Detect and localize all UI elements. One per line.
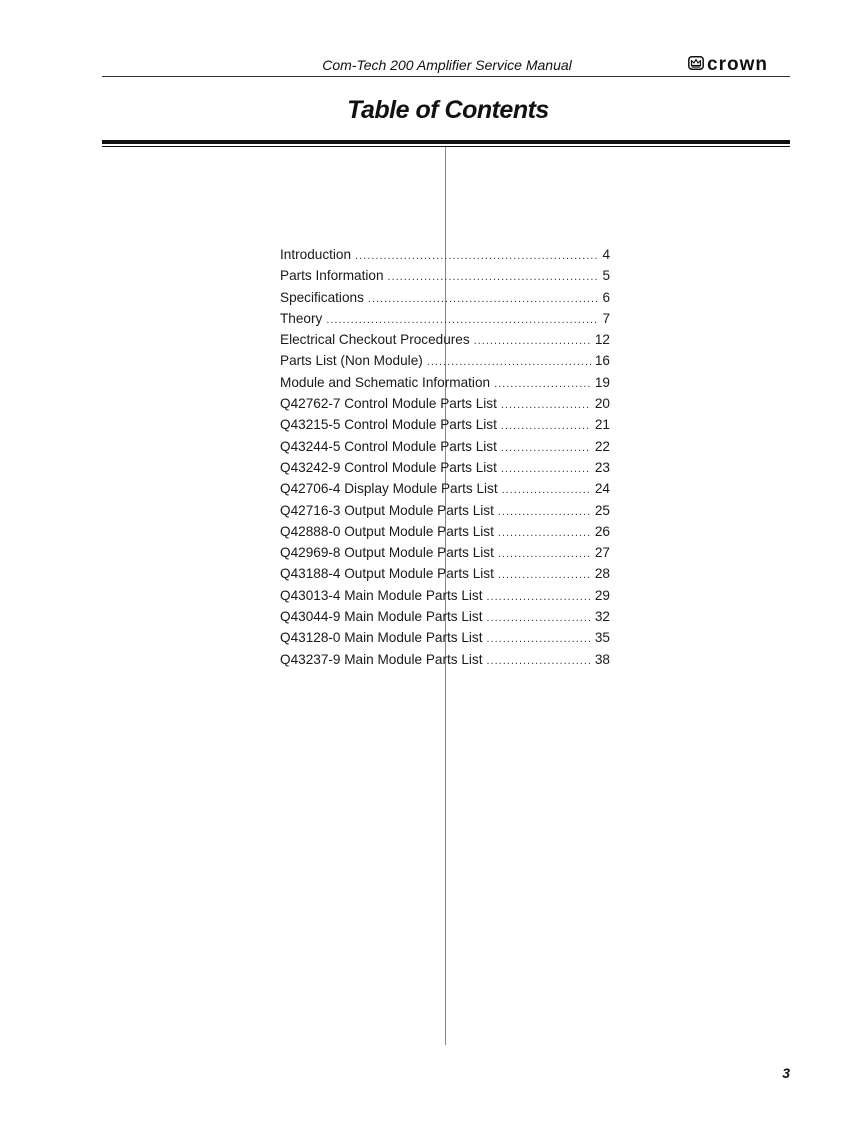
toc-dot-leader: [487, 629, 591, 650]
toc-entry-label: Parts Information: [280, 268, 384, 284]
toc-dot-leader: [501, 416, 591, 437]
toc-dot-leader: [368, 289, 599, 310]
toc-entry[interactable]: [280, 457, 610, 478]
toc-entry-label: Introduction: [280, 247, 352, 262]
toc-entry-page: 21: [594, 417, 610, 433]
toc-entry-label: Theory: [280, 310, 323, 326]
header-divider: [102, 76, 790, 77]
toc-entry-label: Specifications: [280, 289, 364, 305]
toc-entry[interactable]: [280, 500, 610, 521]
page-number: 3: [782, 1065, 790, 1081]
toc-entry-page: 24: [594, 481, 610, 497]
toc-entry[interactable]: [280, 478, 610, 499]
toc-entry-page: 32: [594, 609, 610, 625]
toc-dot-leader: [501, 459, 591, 480]
toc-entry-page: 35: [594, 630, 610, 646]
toc-entry-page: 12: [594, 332, 610, 348]
toc-entry[interactable]: [280, 521, 610, 542]
toc-dot-leader: [326, 310, 598, 331]
toc-entry[interactable]: [280, 329, 610, 350]
toc-dot-leader: [498, 544, 591, 565]
toc-entry[interactable]: [280, 265, 610, 286]
title-divider-thick: [102, 140, 790, 144]
toc-entry-label: Parts List (Non Module): [280, 353, 423, 369]
toc-dot-leader: [494, 374, 591, 395]
toc-dot-leader: [474, 331, 591, 352]
toc-dot-leader: [498, 502, 591, 523]
toc-entry-label: Q43188-4 Output Module Parts List: [280, 566, 494, 582]
toc-entry-label: Q42706-4 Display Module Parts List: [280, 481, 498, 497]
toc-entry[interactable]: [280, 372, 610, 393]
toc-entry-label: Q42762-7 Control Module Parts List: [280, 396, 497, 412]
toc-entry-page: 28: [594, 566, 610, 582]
toc-entry[interactable]: [280, 414, 610, 435]
toc-entry-page: 19: [594, 374, 610, 390]
toc-entry-label: Q43128-0 Main Module Parts List: [280, 630, 483, 646]
page-title: Table of Contents: [347, 96, 549, 124]
toc-entry[interactable]: [280, 563, 610, 584]
toc-entry-page: 26: [594, 523, 610, 539]
toc-entry-page: 5: [602, 268, 610, 284]
toc-entry[interactable]: [280, 585, 610, 606]
toc-entry-page: 38: [594, 651, 610, 667]
toc-dot-leader: [427, 352, 591, 373]
toc-dot-leader: [487, 651, 591, 672]
toc-entry-page: 25: [594, 502, 610, 518]
toc-entry-label: Q43242-9 Control Module Parts List: [280, 459, 497, 475]
toc-entry-page: 20: [594, 396, 610, 412]
toc-entry-page: 6: [602, 289, 610, 305]
toc-entry[interactable]: [280, 436, 610, 457]
toc-dot-leader: [487, 608, 591, 629]
toc-entry[interactable]: [280, 627, 610, 648]
toc-entry[interactable]: [280, 308, 610, 329]
toc-entry-page: 23: [594, 459, 610, 475]
crown-wordmark: crown: [707, 54, 768, 75]
header-title: Com-Tech 200 Amplifier Service Manual: [322, 57, 572, 73]
crown-logo: [688, 56, 768, 74]
toc-entry-page: 29: [594, 587, 610, 603]
toc-entry-label: Q42969-8 Output Module Parts List: [280, 545, 494, 561]
toc-dot-leader: [487, 587, 591, 608]
toc-entry-page: 7: [602, 310, 610, 326]
toc-entry-label: Q43244-5 Control Module Parts List: [280, 438, 497, 454]
crown-icon: [688, 56, 704, 75]
toc-dot-leader: [388, 267, 599, 288]
toc-entry-label: Q42716-3 Output Module Parts List: [280, 502, 494, 518]
toc-entry[interactable]: [280, 606, 610, 627]
toc-entry[interactable]: [280, 244, 610, 265]
toc-entry-label: Q42888-0 Output Module Parts List: [280, 523, 494, 539]
toc-entry-label: Electrical Checkout Procedures: [280, 332, 470, 348]
toc-entry-page: 22: [594, 438, 610, 454]
toc-entry-label: Q43237-9 Main Module Parts List: [280, 651, 483, 667]
toc-dot-leader: [501, 438, 591, 459]
toc-entry-page: 27: [594, 545, 610, 561]
toc-entry[interactable]: [280, 287, 610, 308]
toc-dot-leader: [502, 480, 591, 501]
title-divider-thin: [102, 146, 790, 147]
toc-dot-leader: [501, 395, 591, 416]
toc-entry-page: 4: [602, 247, 610, 262]
toc-dot-leader: [498, 565, 591, 586]
toc-dot-leader: [498, 523, 591, 544]
toc-dot-leader: [355, 246, 598, 267]
toc-entry-page: 16: [594, 353, 610, 369]
toc-entry-label: Q43013-4 Main Module Parts List: [280, 587, 483, 603]
toc-entry-label: Q43215-5 Control Module Parts List: [280, 417, 497, 433]
table-of-contents: [280, 244, 610, 670]
toc-entry[interactable]: [280, 393, 610, 414]
toc-entry[interactable]: [280, 542, 610, 563]
toc-entry-label: Module and Schematic Information: [280, 374, 491, 390]
toc-entry-label: Q43044-9 Main Module Parts List: [280, 609, 483, 625]
toc-entry[interactable]: [280, 649, 610, 670]
toc-entry[interactable]: [280, 350, 610, 371]
